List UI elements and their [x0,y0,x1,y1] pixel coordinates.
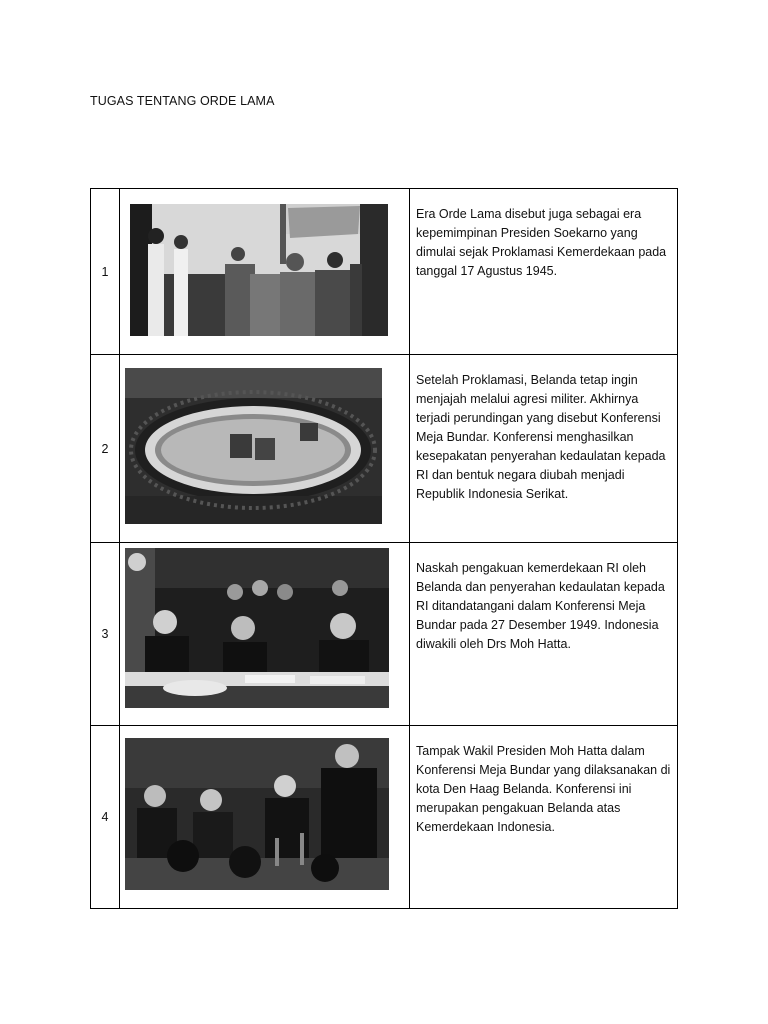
row-number: 2 [91,355,120,543]
description-cell: Setelah Proklamasi, Belanda tetap ingin menjajah melalui agresi militer. Akhirnya terjadi perundingan yang disebut Konferensi Meja Bundar. Konferensi menghasilkan kesepakatan penyerahan kedaulatan kepada RI dan bentuk negara diubah menjadi Republik Indonesia Serikat. [410,355,678,543]
hatta-conference-photo [125,738,409,890]
document-title: TUGAS TENTANG ORDE LAMA [90,94,275,108]
proclamation-photo [130,204,409,336]
table-row [91,543,678,726]
table-row [91,726,678,909]
row-number: 1 [91,189,120,355]
photo-cell [120,726,410,909]
round-table-conference-photo [125,368,409,524]
description-cell: Naskah pengakuan kemerdekaan RI oleh Belanda dan penyerahan kedaulatan kepada RI ditandatangani dalam Konferensi Meja Bundar pada 27 Desember 1949. Indonesia diwakili oleh Drs Moh Hatta. [410,543,678,726]
photo-cell [120,189,410,355]
row-number: 3 [91,543,120,726]
description-cell: Era Orde Lama disebut juga sebagai era kepemimpinan Presiden Soekarno yang dimulai sejak Proklamasi Kemerdekaan pada tanggal 17 Agustus 1945. [410,189,678,355]
description-cell: Tampak Wakil Presiden Moh Hatta dalam Konferensi Meja Bundar yang dilaksanakan di kota Den Haag Belanda. Konferensi ini merupakan pengakuan Belanda atas Kemerdekaan Indonesia. [410,726,678,909]
row-number: 4 [91,726,120,909]
table-row [91,355,678,543]
photo-cell [120,543,410,726]
content-table [90,188,678,909]
signing-ceremony-photo [125,548,409,708]
photo-cell [120,355,410,543]
table-row [91,189,678,355]
